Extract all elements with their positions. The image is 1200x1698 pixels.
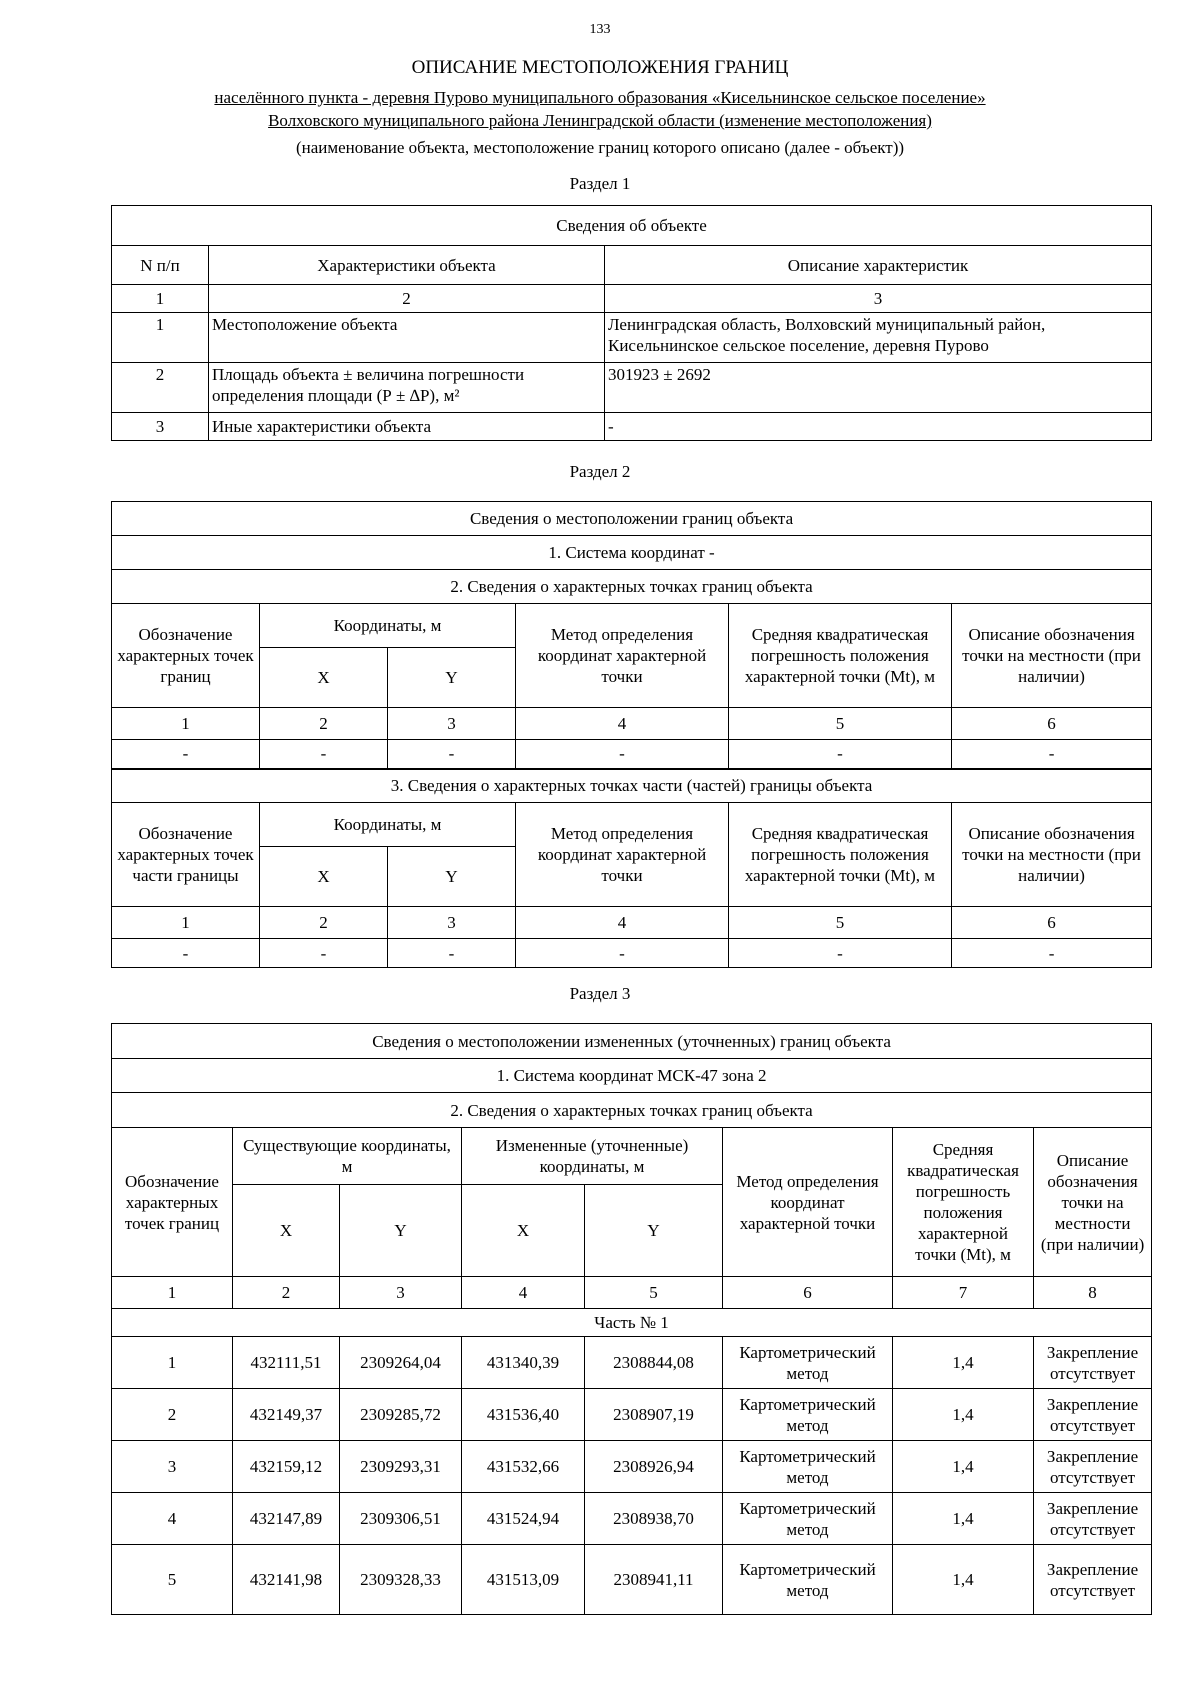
header-y: Y — [388, 648, 516, 708]
table-row — [112, 1337, 1152, 1389]
col-number: 4 — [516, 708, 729, 740]
table-row — [112, 1545, 1152, 1615]
header-point-description: Описание обозначения точки на местности (при наличии) — [1034, 1128, 1152, 1277]
method: Картометрический метод — [723, 1493, 893, 1545]
point-number: 2 — [112, 1389, 233, 1441]
table-row — [112, 313, 1152, 363]
points-caption: 2. Сведения о характерных точках границ объекта — [112, 570, 1152, 604]
col-number: 6 — [952, 708, 1152, 740]
empty-cell: - — [260, 740, 388, 769]
col-number: 2 — [260, 708, 388, 740]
section3-table — [111, 1023, 1152, 1615]
changed-y: 2308926,94 — [585, 1441, 723, 1493]
header-method: Метод определения координат характерной точки — [516, 604, 729, 708]
row-n: 1 — [112, 313, 209, 363]
header-y: Y — [340, 1185, 462, 1277]
section2-label: Раздел 2 — [569, 462, 631, 481]
coord-system: 1. Система координат МСК-47 зона 2 — [112, 1059, 1152, 1093]
header-method: Метод определения координат характерной точки — [516, 803, 729, 907]
empty-cell: - — [952, 740, 1152, 769]
header-designation: Обозначение характерных точек части границы — [112, 803, 260, 907]
section2-table — [111, 501, 1152, 968]
error: 1,4 — [893, 1545, 1034, 1615]
header-coords: Координаты, м — [260, 604, 516, 648]
col-number: 3 — [605, 285, 1152, 313]
value-line: Кисельнинское сельское поселение, деревня Пурово — [608, 336, 989, 355]
changed-y: 2308844,08 — [585, 1337, 723, 1389]
existing-x: 432147,89 — [233, 1493, 340, 1545]
col-number: 4 — [462, 1277, 585, 1309]
header-changed-coords: Измененные (уточненные) координаты, м — [462, 1128, 723, 1185]
header-x: X — [260, 847, 388, 907]
col-number: 2 — [233, 1277, 340, 1309]
existing-y: 2309306,51 — [340, 1493, 462, 1545]
col-number: 2 — [260, 907, 388, 939]
header-error: Средняя квадратическая погрешность положения характерной точки (Mt), м — [893, 1128, 1034, 1277]
section3-caption: Сведения о местоположении измененных (уточненных) границ объекта — [112, 1024, 1152, 1059]
table-row — [112, 939, 1152, 968]
changed-x: 431340,39 — [462, 1337, 585, 1389]
changed-x: 431524,94 — [462, 1493, 585, 1545]
col-number: 2 — [209, 285, 605, 313]
col-number: 6 — [952, 907, 1152, 939]
empty-cell: - — [729, 740, 952, 769]
table-row — [112, 1493, 1152, 1545]
header-y: Y — [388, 847, 516, 907]
changed-y: 2308907,19 — [585, 1389, 723, 1441]
col-number: 3 — [388, 708, 516, 740]
point-description: Закрепление отсутствует — [1034, 1337, 1152, 1389]
header-characteristic: Характеристики объекта — [209, 246, 605, 285]
header-y: Y — [585, 1185, 723, 1277]
method: Картометрический метод — [723, 1441, 893, 1493]
name-line: определения площади (Р ± ∆Р), м² — [212, 386, 460, 405]
changed-x: 431536,40 — [462, 1389, 585, 1441]
method: Картометрический метод — [723, 1545, 893, 1615]
row-n: 2 — [112, 363, 209, 413]
col-number: 5 — [729, 907, 952, 939]
part-label: Часть № 1 — [112, 1309, 1152, 1337]
parts-caption: 3. Сведения о характерных точках части (частей) границы объекта — [112, 769, 1152, 803]
col-number: 7 — [893, 1277, 1034, 1309]
point-number: 1 — [112, 1337, 233, 1389]
point-description: Закрепление отсутствует — [1034, 1545, 1152, 1615]
object-name-line1: населённого пункта - деревня Пурово муниципального образования «Кисельнинское сельское поселение» — [214, 88, 986, 107]
name-line: Площадь объекта ± величина погрешности — [212, 365, 525, 384]
changed-x: 431513,09 — [462, 1545, 585, 1615]
table-row — [112, 740, 1152, 769]
existing-y: 2309293,31 — [340, 1441, 462, 1493]
error: 1,4 — [893, 1389, 1034, 1441]
point-description: Закрепление отсутствует — [1034, 1389, 1152, 1441]
col-number: 3 — [340, 1277, 462, 1309]
section1-table — [111, 205, 1152, 441]
table-row — [112, 363, 1152, 413]
changed-y: 2308941,11 — [585, 1545, 723, 1615]
error: 1,4 — [893, 1441, 1034, 1493]
header-point-description: Описание обозначения точки на местности (при наличии) — [952, 803, 1152, 907]
row-value: 301923 ± 2692 — [605, 363, 1152, 413]
header-method: Метод определения координат характерной точки — [723, 1128, 893, 1277]
table-row — [112, 1441, 1152, 1493]
changed-x: 431532,66 — [462, 1441, 585, 1493]
point-description: Закрепление отсутствует — [1034, 1493, 1152, 1545]
empty-cell: - — [388, 939, 516, 968]
header-x: X — [233, 1185, 340, 1277]
section2-caption: Сведения о местоположении границ объекта — [112, 502, 1152, 536]
empty-cell: - — [112, 939, 260, 968]
document-title: ОПИСАНИЕ МЕСТОПОЛОЖЕНИЯ ГРАНИЦ — [411, 57, 789, 78]
section1-caption: Сведения об объекте — [112, 206, 1152, 246]
col-number: 5 — [729, 708, 952, 740]
table-row — [112, 413, 1152, 441]
object-name-note: (наименование объекта, местоположение границ которого описано (далее - объект)) — [295, 138, 905, 157]
header-x: X — [462, 1185, 585, 1277]
empty-cell: - — [729, 939, 952, 968]
section1-label: Раздел 1 — [569, 174, 631, 193]
method: Картометрический метод — [723, 1337, 893, 1389]
point-number: 5 — [112, 1545, 233, 1615]
empty-cell: - — [388, 740, 516, 769]
col-number: 3 — [388, 907, 516, 939]
method: Картометрический метод — [723, 1389, 893, 1441]
col-number: 4 — [516, 907, 729, 939]
error: 1,4 — [893, 1493, 1034, 1545]
point-number: 3 — [112, 1441, 233, 1493]
header-error: Средняя квадратическая погрешность положения характерной точки (Mt), м — [729, 604, 952, 708]
col-number: 1 — [112, 1277, 233, 1309]
existing-y: 2309285,72 — [340, 1389, 462, 1441]
empty-cell: - — [952, 939, 1152, 968]
col-number: 6 — [723, 1277, 893, 1309]
col-number: 8 — [1034, 1277, 1152, 1309]
empty-cell: - — [516, 740, 729, 769]
header-n: N п/п — [112, 246, 209, 285]
error: 1,4 — [893, 1337, 1034, 1389]
page-number: 133 — [589, 22, 611, 37]
header-designation: Обозначение характерных точек границ — [112, 604, 260, 708]
header-existing-coords: Существующие координаты, м — [233, 1128, 462, 1185]
header-x: X — [260, 648, 388, 708]
point-number: 4 — [112, 1493, 233, 1545]
col-number: 5 — [585, 1277, 723, 1309]
row-name: Местоположение объекта — [209, 313, 605, 363]
value-line: Ленинградская область, Волховский муниципальный район, — [608, 315, 1046, 334]
header-point-description: Описание обозначения точки на местности (при наличии) — [952, 604, 1152, 708]
row-value — [605, 313, 1152, 363]
row-name — [209, 363, 605, 413]
existing-x: 432149,37 — [233, 1389, 340, 1441]
header-error: Средняя квадратическая погрешность положения характерной точки (Mt), м — [729, 803, 952, 907]
empty-cell: - — [112, 740, 260, 769]
existing-y: 2309264,04 — [340, 1337, 462, 1389]
points-caption: 2. Сведения о характерных точках границ объекта — [112, 1093, 1152, 1128]
header-description: Описание характеристик — [605, 246, 1152, 285]
existing-x: 432159,12 — [233, 1441, 340, 1493]
header-coords: Координаты, м — [260, 803, 516, 847]
header-designation: Обозначение характерных точек границ — [112, 1128, 233, 1277]
col-number: 1 — [112, 907, 260, 939]
row-value: - — [605, 413, 1152, 441]
existing-x: 432141,98 — [233, 1545, 340, 1615]
coord-system: 1. Система координат - — [112, 536, 1152, 570]
col-number: 1 — [112, 285, 209, 313]
col-number: 1 — [112, 708, 260, 740]
changed-y: 2308938,70 — [585, 1493, 723, 1545]
existing-x: 432111,51 — [233, 1337, 340, 1389]
section3-label: Раздел 3 — [569, 984, 631, 1003]
table-row — [112, 1389, 1152, 1441]
row-name: Иные характеристики объекта — [209, 413, 605, 441]
object-name-line2: Волховского муниципального района Ленинградской области (изменение местоположения) — [268, 111, 932, 130]
existing-y: 2309328,33 — [340, 1545, 462, 1615]
empty-cell: - — [260, 939, 388, 968]
row-n: 3 — [112, 413, 209, 441]
point-description: Закрепление отсутствует — [1034, 1441, 1152, 1493]
empty-cell: - — [516, 939, 729, 968]
